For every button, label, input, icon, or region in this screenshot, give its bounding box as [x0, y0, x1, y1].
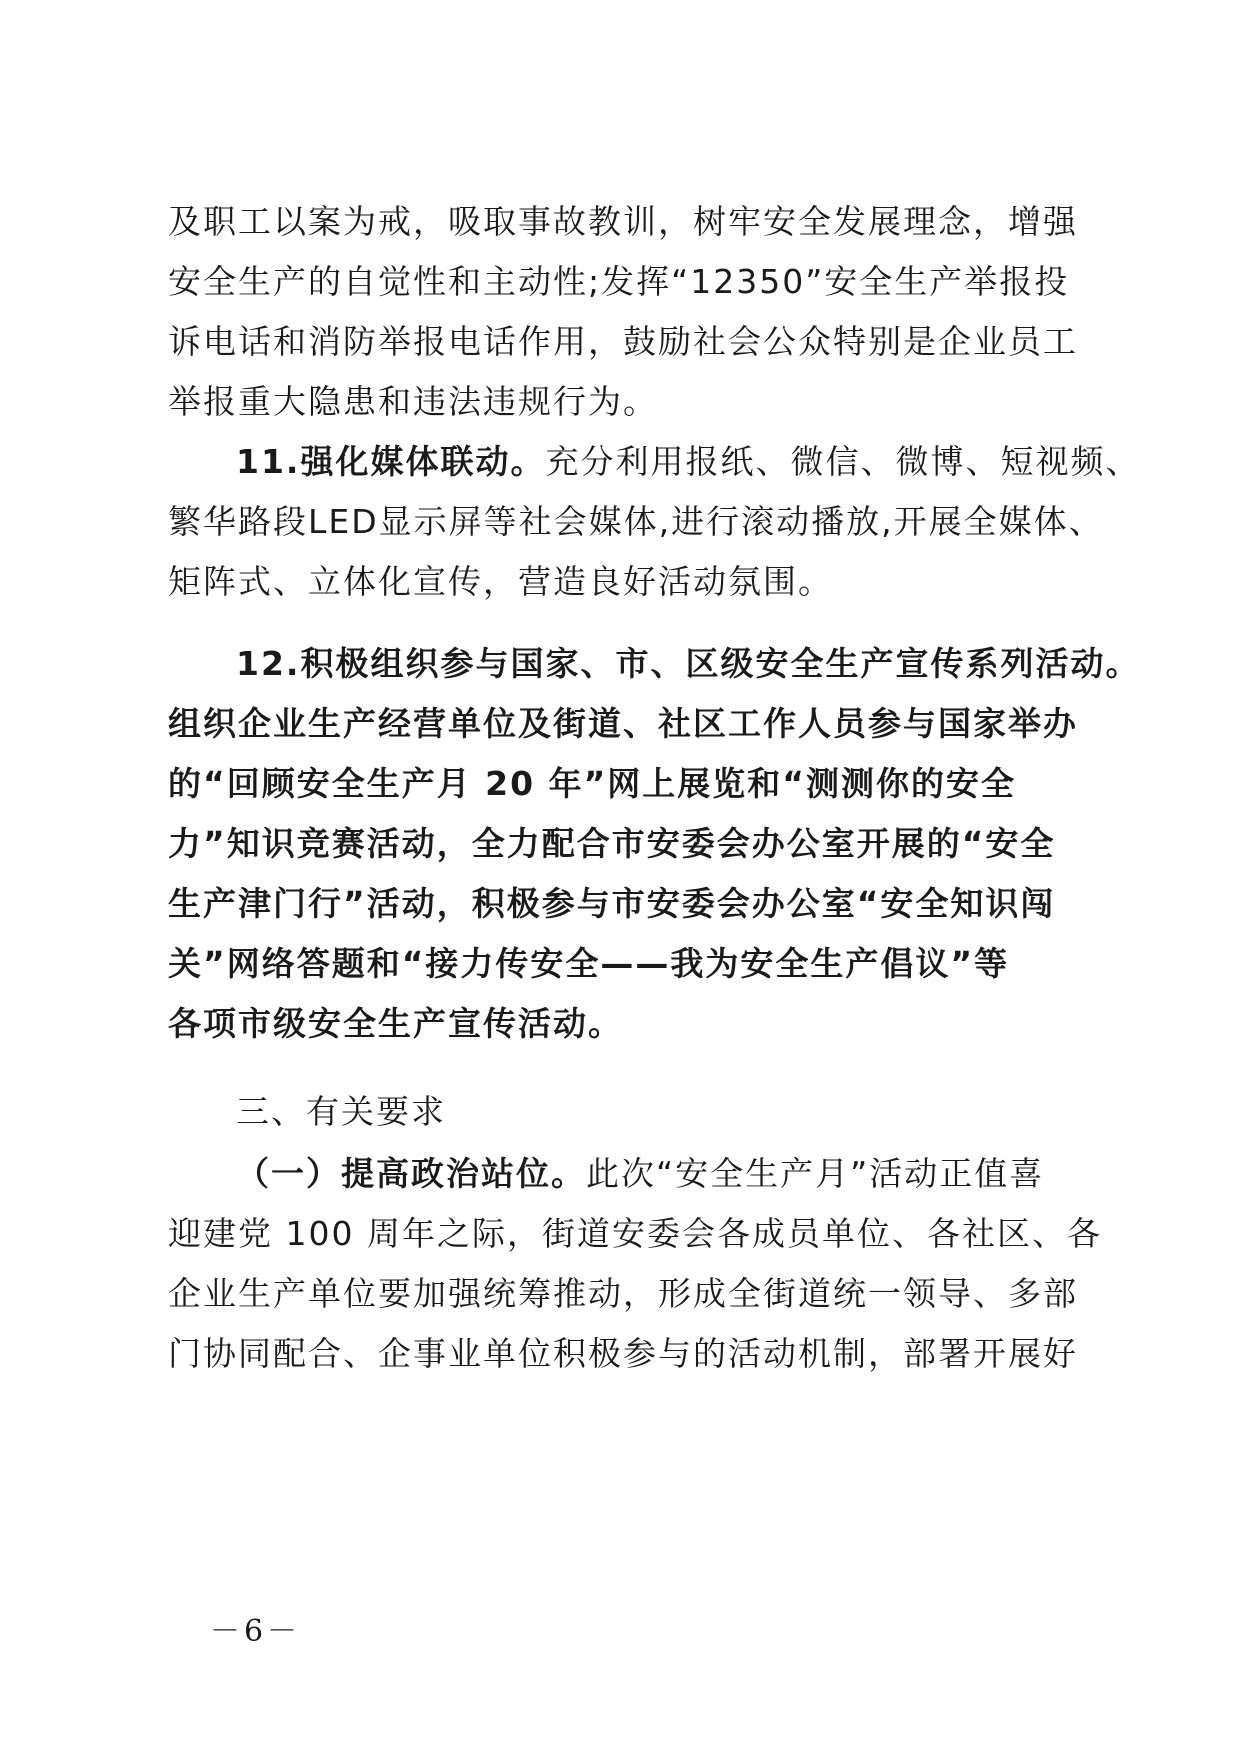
item-a-text: 此次“安全生产月”活动正值喜: [586, 1154, 1045, 1193]
item-11-first-line: [236, 442, 1140, 482]
paragraph-line: 迎建党 100 周年之际，街道安委会各成员单位、各社区、各: [168, 1214, 1102, 1253]
paragraph-line: 及职工以案为戒，吸取事故教训，树牢安全发展理念，增强: [168, 202, 1078, 241]
item-11-text: 充分利用报纸、微信、微博、短视频、: [545, 442, 1141, 481]
paragraph-line: 繁华路段LED显示屏等社会媒体,进行滚动播放,开展全媒体、: [168, 502, 1104, 541]
paragraph-line: 各项市级安全生产宣传活动。: [168, 1004, 623, 1043]
paragraph-line: 诉电话和消防举报电话作用，鼓励社会公众特别是企业员工: [168, 322, 1078, 361]
paragraph-line: 矩阵式、立体化宣传，营造良好活动氛围。: [168, 562, 833, 601]
paragraph-line: 组织企业生产经营单位及街道、社区工作人员参与国家举办: [168, 704, 1078, 743]
item-a-first-line: [236, 1154, 1044, 1194]
paragraph-line: 企业生产单位要加强统筹推动，形成全街道统一领导、多部: [168, 1274, 1078, 1313]
page-number: －6－: [210, 1614, 302, 1649]
paragraph-line: 的“回顾安全生产月 20 年”网上展览和“测测你的安全: [168, 764, 1016, 803]
paragraph-line: 生产津门行”活动，积极参与市安委会办公室“安全知识闯: [168, 884, 1056, 923]
paragraph-line: 安全生产的自觉性和主动性;发挥“12350”安全生产举报投: [168, 262, 1070, 301]
section-title: 三、有关要求: [236, 1092, 446, 1131]
item-11-heading: 11.强化媒体联动。: [236, 442, 546, 481]
paragraph-line: 力”知识竞赛活动，全力配合市安委会办公室开展的“安全: [168, 824, 1056, 863]
item-12-heading: 12.积极组织参与国家、市、区级安全生产宣传系列活动。: [236, 644, 1141, 683]
paragraph-line: 门协同配合、企事业单位积极参与的活动机制，部署开展好: [168, 1334, 1078, 1373]
item-a-heading: （一）提高政治站位。: [236, 1154, 586, 1193]
paragraph-line: 关”网络答题和“接力传安全——我为安全生产倡议”等: [168, 944, 1010, 983]
paragraph-line: 举报重大隐患和违法违规行为。: [168, 382, 658, 421]
